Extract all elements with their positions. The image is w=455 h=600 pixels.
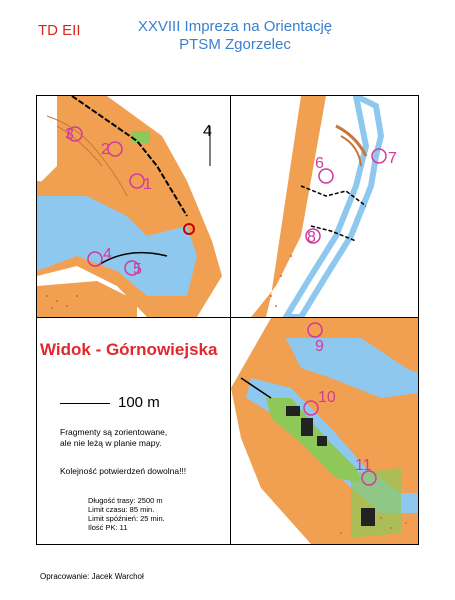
scale-label: 100 m <box>118 394 160 411</box>
map-fragment-top-left <box>37 96 230 317</box>
stat-late-limit: Limit spóźnień: 25 min. <box>88 514 165 523</box>
control-label-10: 10 <box>318 389 336 406</box>
stat-controls: Ilość PK: 11 <box>88 523 128 532</box>
note-line-3: Kolejność potwierdzeń dowolna!!! <box>60 466 187 476</box>
control-label-7: 7 <box>388 150 397 167</box>
category-label: TD EII <box>38 22 81 39</box>
control-label-3: 3 <box>65 126 74 143</box>
event-organizer: PTSM Zgorzelec <box>179 36 291 53</box>
control-label-11: 11 <box>355 457 372 474</box>
control-label-5: 5 <box>133 261 142 278</box>
north-marker: 4 <box>203 123 212 140</box>
event-title: XXVIII Impreza na Orientację <box>137 18 333 35</box>
note-line-2: ale nie leżą w planie mapy. <box>60 438 162 448</box>
control-label-9: 9 <box>315 338 324 355</box>
stat-time-limit: Limit czasu: 85 min. <box>88 505 155 514</box>
author-credit: Opracowanie: Jacek Warchoł <box>40 572 144 581</box>
map-fragment-top-right <box>231 96 418 317</box>
stat-length: Długość trasy: 2500 m <box>88 496 163 505</box>
control-label-4: 4 <box>103 246 112 263</box>
grid-divider-horizontal <box>36 317 419 318</box>
note-line-1: Fragmenty są zorientowane, <box>60 427 168 437</box>
control-label-2: 2 <box>101 141 110 158</box>
control-label-8: 8 <box>307 229 316 246</box>
scale-bar <box>60 403 110 404</box>
route-name: Widok - Górnowiejska <box>40 340 218 359</box>
control-label-6: 6 <box>315 155 324 172</box>
control-label-1: 1 <box>143 176 152 193</box>
grid-divider-vertical <box>230 95 231 545</box>
map-fragment-bottom-right <box>231 318 418 544</box>
